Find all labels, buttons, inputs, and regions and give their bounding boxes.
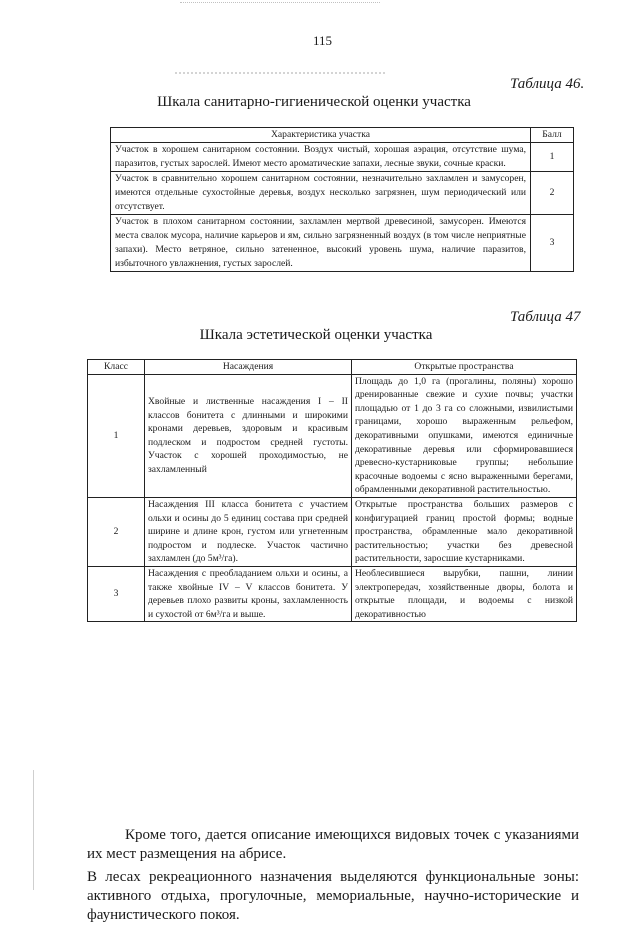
row-plantings: Хвойные и лиственные насаждения I – II классов бонитета с длинными и широкими кронами деревьев, здоровым и красивым подлеском и подростом средней густоты. Участок с хорошей проходимостью, не захламленный — [145, 374, 352, 497]
row-open-spaces: Открытые пространства больших размеров с конфигурацией границ простой формы; водные пространства, обрамленные мало декоративной растительностью; участки без древесной растительности, заросшие кустарниками. — [352, 497, 577, 566]
row-plantings: Насаждения с преобладанием ольхи и осины, а также хвойные IV – V классов бонитета. У деревьев плохо развиты кроны, захламленность и сухостой от 6м³/га и выше. — [145, 566, 352, 621]
row-open-spaces: Необлесившиеся вырубки, пашни, линии электропередач, хозяйственные дворы, болота и открытые площади, и водоемы с низкой декоративностью — [352, 566, 577, 621]
body-paragraph: В лесах рекреационного назначения выделяются функциональные зоны: активного отдыха, прогулочные, мемориальные, научно-исторические и фаунистического покоя. — [87, 869, 579, 923]
row-description: Участок в плохом санитарном состоянии, захламлен мертвой древесиной, замусорен. Имеются места свалок мусора, наличие карьеров и ям, сильно загрязненный воздух (в том числе неприятные запахи). Место ветряное, сильно затененное, высокий уровень шума, наличие паразитов, избыточного увлажнения, густых зарослей. — [111, 215, 531, 272]
table-header-row — [111, 128, 574, 143]
table-row — [111, 172, 574, 215]
table-row — [111, 215, 574, 272]
table-row — [88, 566, 577, 621]
page-number: 115 — [313, 33, 333, 48]
row-plantings: Насаждения III класса бонитета с участием ольхи и осины до 5 единиц состава при средней ширине и длине крон, густом или угнетенным подростом и подлеске. Участок частично захламлен (до 5м³/га). — [145, 497, 352, 566]
table-row — [88, 374, 577, 497]
row-open-spaces: Площадь до 1,0 га (прогалины, поляны) хорошо дренированные свежие и сухие почвы; участки площадью от 1 до 3 га со сложными, извилистыми границами, хорошо выраженным рельефом, декоративными опушками, имеются единичные декоративные деревья или сформировавшиеся древесно-кустарниковые группы; небольшие красочные водоемы с ясно выраженными берегами, обрамленными декоративной растительностью. — [352, 374, 577, 497]
sanitary-hygienic-scale-table — [110, 127, 574, 272]
table-header-row — [88, 360, 577, 375]
row-score: 3 — [531, 215, 574, 272]
column-header-open-spaces: Открытые пространства — [352, 360, 577, 375]
scan-noise-top — [180, 2, 380, 13]
row-class: 1 — [88, 374, 145, 497]
row-description: Участок в хорошем санитарном состоянии. Воздух чистый, хорошая аэрация, отсутствие шума, паразитов, густых зарослей. Имеют место ароматические запахи, лесные звуки, сочные краски. — [111, 143, 531, 172]
scan-margin-line — [33, 770, 34, 890]
column-header-plantings: Насаждения — [145, 360, 352, 375]
aesthetic-scale-table — [87, 359, 577, 622]
table-46-title: Шкала санитарно-гигиенической оценки участка — [157, 94, 471, 110]
scan-noise-header — [175, 60, 385, 74]
column-header-class: Класс — [88, 360, 145, 375]
table-47-caption: Таблица 47 — [510, 309, 581, 325]
row-score: 2 — [531, 172, 574, 215]
table-row — [111, 143, 574, 172]
body-paragraph: Кроме того, дается описание имеющихся видовых точек с указаниями их мест размещения на абрисе. — [87, 827, 579, 862]
column-header-score: Балл — [531, 128, 574, 143]
table-46-caption: Таблица 46. — [510, 76, 585, 92]
row-description: Участок в сравнительно хорошем санитарном состоянии, незначительно захламлен и замусорен, имеются отдельные сухостойные деревья, воздух несколько загрязнен, шум периодический или отсутствует. — [111, 172, 531, 215]
table-row — [88, 497, 577, 566]
column-header-characteristic: Характеристика участка — [111, 128, 531, 143]
row-score: 1 — [531, 143, 574, 172]
row-class: 2 — [88, 497, 145, 566]
row-class: 3 — [88, 566, 145, 621]
table-47-title: Шкала эстетической оценки участка — [199, 327, 433, 343]
